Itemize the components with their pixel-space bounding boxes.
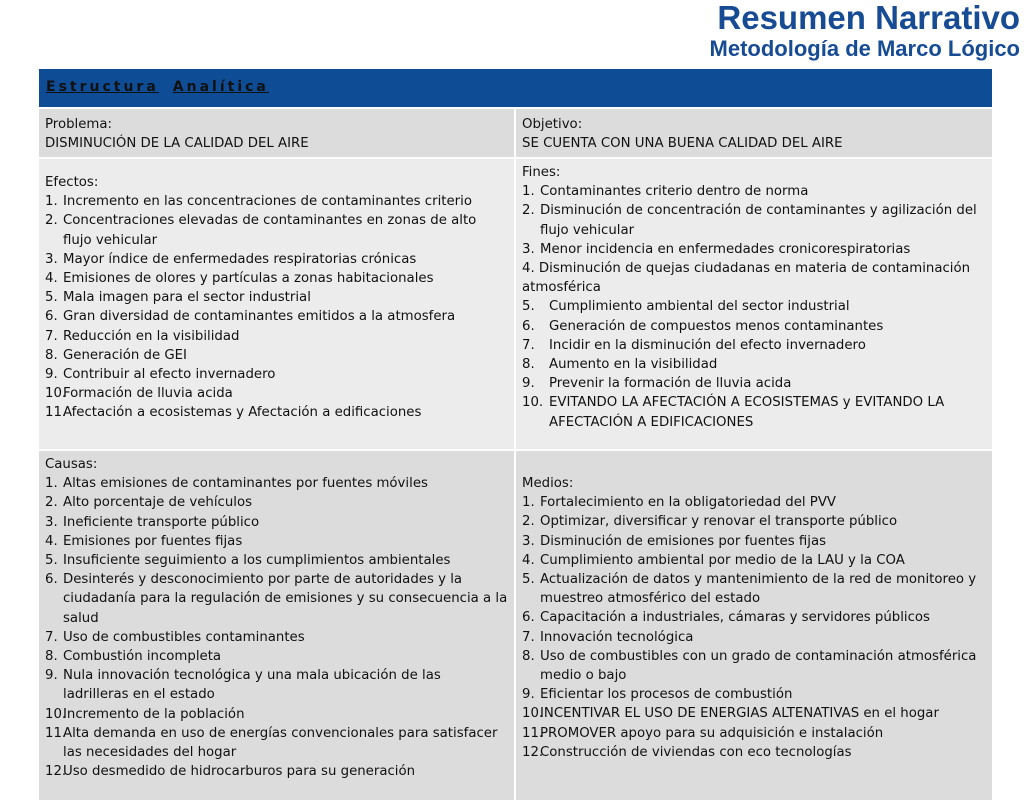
means-item	[522, 704, 986, 723]
list-item-text: Menor incidencia en enfermedades cronicorespiratorias	[540, 241, 911, 257]
problem-cell	[38, 108, 515, 158]
problem-value: DISMINUCIÓN DE LA CALIDAD DEL AIRE	[45, 136, 309, 152]
list-item-text: Disminución de concentración de contaminantes y agilización del flujo vehicular	[540, 203, 977, 238]
list-number: 4.	[45, 533, 58, 549]
list-item-text: Contaminantes criterio dentro de norma	[540, 184, 809, 200]
cause-item	[45, 705, 508, 724]
table-banner	[38, 68, 993, 108]
means-cell	[515, 450, 993, 801]
list-item-text: Incremento en las concentraciones de contaminantes criterio	[63, 194, 472, 210]
list-item-text: Capacitación a industriales, cámaras y servidores públicos	[540, 610, 930, 626]
means-item	[522, 493, 986, 512]
list-number: 9.	[45, 367, 58, 383]
list-item-text: Ineficiente transporte público	[63, 514, 260, 530]
ends-heading: Fines:	[522, 165, 561, 180]
means-item	[522, 724, 986, 743]
banner-word-1: Estructura	[46, 79, 159, 95]
effect-item	[45, 250, 508, 269]
means-item	[522, 628, 986, 647]
list-number: 5.	[45, 553, 58, 569]
analysis-table	[37, 67, 994, 802]
causes-list	[45, 474, 508, 781]
effect-item	[45, 384, 508, 403]
ends-label: Fines	[522, 165, 556, 180]
list-number: 11.	[522, 725, 544, 741]
means-item	[522, 685, 986, 704]
end-item	[522, 374, 986, 393]
list-number: 6.	[522, 610, 535, 626]
effect-item	[45, 346, 508, 365]
list-item-text: Concentraciones elevadas de contaminantes en zonas de alto flujo vehicular	[63, 213, 477, 248]
list-item-text: EVITANDO LA AFECTACIÓN A ECOSISTEMAS y EVITANDO LA AFECTACIÓN A EDIFICACIONES	[549, 395, 945, 430]
slide-subtitle: Metodología de Marco Lógico	[709, 36, 1020, 61]
cause-item	[45, 513, 508, 532]
banner-heading	[46, 78, 985, 97]
list-item-text: Disminución de emisiones por fuentes fijas	[540, 533, 827, 549]
end-item	[522, 240, 986, 259]
list-item-text: Aumento en la visibilidad	[549, 357, 718, 373]
list-item-text: Contribuir al efecto invernadero	[63, 367, 276, 383]
list-number: 7.	[522, 337, 535, 353]
list-item-text: Altas emisiones de contaminantes por fuentes móviles	[63, 476, 428, 492]
list-item-text: Mala imagen para el sector industrial	[63, 290, 311, 306]
list-item-text: Uso de combustibles con un grado de contaminación atmosférica medio o bajo	[540, 648, 977, 684]
title-block	[710, 0, 1020, 62]
effects-label: Efectos	[45, 175, 94, 190]
list-number: 1.	[45, 476, 58, 492]
list-item-text: Gran diversidad de contaminantes emitidos a la atmosfera	[63, 309, 456, 325]
end-item	[522, 182, 986, 201]
list-item-text: Generación de compuestos menos contaminantes	[549, 318, 884, 334]
problem-row	[38, 108, 993, 158]
list-number: 6.	[45, 572, 58, 588]
list-number: 8.	[45, 649, 58, 665]
list-number: 7.	[45, 328, 58, 344]
list-item-text: Desinterés y desconocimiento por parte de autoridades y la ciudadanía para la regulación de emisiones y su consecuencia a la salud	[63, 572, 508, 626]
list-number: 4.	[522, 552, 535, 568]
cause-item	[45, 628, 508, 647]
objective-heading: Objetivo:	[522, 117, 583, 132]
list-number: 8.	[522, 648, 535, 664]
list-item-text: Emisiones de olores y partículas a zonas habitacionales	[63, 271, 434, 287]
list-number: 11.	[45, 405, 67, 421]
list-item-text: Reducción en la visibilidad	[63, 328, 240, 344]
means-item	[522, 570, 986, 608]
list-number: 1.	[45, 194, 58, 210]
cause-item	[45, 551, 508, 570]
effect-item	[45, 307, 508, 326]
problem-heading: Problema:	[45, 117, 112, 132]
effect-item	[45, 269, 508, 288]
list-number: 1.	[522, 184, 535, 200]
list-number: 6.	[522, 318, 535, 334]
table-banner-row	[38, 68, 993, 108]
list-number: 12.	[45, 764, 67, 780]
list-item-text: Alto porcentaje de vehículos	[63, 495, 253, 511]
list-number: 6.	[45, 309, 58, 325]
list-item-text: PROMOVER apoyo para su adquisición e instalación	[540, 725, 884, 741]
means-list	[522, 493, 986, 762]
list-item-text: Innovación tecnológica	[540, 629, 694, 645]
causes-cell	[38, 450, 515, 801]
end-item	[522, 317, 986, 336]
ends-list-a	[522, 182, 986, 259]
problem-label: Problema	[45, 117, 108, 132]
list-item-text: Incremento de la población	[63, 706, 245, 722]
list-item-text: Cumplimiento ambiental por medio de la LAU y la COA	[540, 552, 905, 568]
effect-item	[45, 403, 508, 422]
effects-heading: Efectos:	[45, 175, 99, 190]
objective-value: SE CUENTA CON UNA BUENA CALIDAD DEL AIRE	[522, 136, 843, 152]
list-item-text: Afectación a ecosistemas y Afectación a edificaciones	[63, 405, 422, 421]
list-item-text: Alta demanda en uso de energías convencionales para satisfacer las necesidades del hogar	[63, 725, 498, 761]
list-number: 8.	[522, 357, 535, 373]
causes-heading: Causas:	[45, 457, 98, 472]
cause-item	[45, 647, 508, 666]
list-item-text: Incidir en la disminución del efecto invernadero	[549, 337, 866, 353]
list-number: 3.	[522, 241, 535, 257]
list-number: 12.	[522, 744, 544, 760]
list-number: 3.	[45, 251, 58, 267]
means-item	[522, 532, 986, 551]
list-item-text: Actualización de datos y mantenimiento de la red de monitoreo y muestreo atmosférico del estado	[540, 572, 977, 607]
means-item	[522, 608, 986, 627]
cause-item	[45, 532, 508, 551]
list-number: 9.	[522, 687, 535, 703]
list-number: 10.	[45, 386, 67, 402]
list-number: 5.	[522, 572, 535, 588]
end-item	[522, 336, 986, 355]
list-number: 5.	[522, 299, 535, 315]
list-item-text: Emisiones por fuentes fijas	[63, 533, 243, 549]
list-item-text: Eficientar los procesos de combustión	[540, 687, 793, 703]
list-number: 2.	[522, 514, 535, 530]
list-item-text: Mayor índice de enfermedades respiratorias crónicas	[63, 251, 417, 267]
causes-row	[38, 450, 993, 801]
list-item-text: INCENTIVAR EL USO DE ENERGIAS ALTENATIVAS en el hogar	[540, 706, 939, 722]
cause-item	[45, 474, 508, 493]
list-number: 4.	[45, 271, 58, 287]
means-item	[522, 647, 986, 685]
list-number: 11.	[45, 725, 67, 741]
list-number: 9.	[45, 668, 58, 684]
cause-item	[45, 493, 508, 512]
list-item-text: Combustión incompleta	[63, 649, 222, 665]
list-number: 9.	[522, 376, 535, 392]
list-item-text: Uso de combustibles contaminantes	[63, 629, 305, 645]
causes-label: Causas	[45, 457, 93, 472]
list-number: 10.	[522, 706, 544, 722]
ends-list-b	[522, 297, 986, 431]
list-number: 2.	[45, 213, 58, 229]
effect-item	[45, 327, 508, 346]
effect-item	[45, 211, 508, 249]
list-number: 8.	[45, 347, 58, 363]
list-number: 10.	[522, 395, 544, 411]
objective-cell	[515, 108, 993, 158]
means-item	[522, 743, 986, 762]
effects-cell	[38, 158, 515, 450]
means-item	[522, 512, 986, 531]
list-number: 3.	[45, 514, 58, 530]
list-item-text: Uso desmedido de hidrocarburos para su generación	[63, 764, 416, 780]
list-number: 7.	[522, 629, 535, 645]
list-item-text: Formación de lluvia acida	[63, 386, 233, 402]
list-number: 7.	[45, 629, 58, 645]
effect-item	[45, 365, 508, 384]
ends-item-4: 4. Disminución de quejas ciudadanas en materia de contaminación atmosférica	[522, 261, 971, 296]
end-item	[522, 393, 986, 431]
effect-item	[45, 288, 508, 307]
means-label: Medios	[522, 476, 569, 491]
end-item	[522, 201, 986, 239]
list-item-text: Generación de GEI	[63, 347, 187, 363]
list-number: 2.	[522, 203, 535, 219]
list-item-text: Nula innovación tecnológica y una mala ubicación de las ladrilleras en el estado	[63, 668, 441, 703]
list-item-text: Insuficiente seguimiento a los cumplimientos ambientales	[63, 553, 451, 569]
list-number: 10.	[45, 706, 67, 722]
list-number: 1.	[522, 495, 535, 511]
effects-list	[45, 192, 508, 422]
cause-item	[45, 724, 508, 762]
list-item-text: Construcción de viviendas con eco tecnologías	[540, 744, 852, 760]
objective-label: Objetivo	[522, 117, 578, 132]
list-number: 3.	[522, 533, 535, 549]
effects-row	[38, 158, 993, 450]
banner-word-2: Analítica	[172, 79, 269, 95]
means-item	[522, 551, 986, 570]
list-number: 2.	[45, 495, 58, 511]
list-item-text: Fortalecimiento en la obligatoriedad del PVV	[540, 495, 837, 511]
list-item-text: Optimizar, diversificar y renovar el transporte público	[540, 514, 898, 530]
list-item-text: Prevenir la formación de lluvia acida	[549, 376, 792, 392]
list-number: 5.	[45, 290, 58, 306]
cause-item	[45, 762, 508, 781]
slide-title: Resumen Narrativo	[717, 0, 1020, 36]
list-item-text: Cumplimiento ambiental del sector industrial	[549, 299, 850, 315]
cause-item	[45, 570, 508, 628]
end-item	[522, 355, 986, 374]
end-item	[522, 297, 986, 316]
ends-cell	[515, 158, 993, 450]
means-heading: Medios:	[522, 476, 574, 491]
effect-item	[45, 192, 508, 211]
cause-item	[45, 666, 508, 704]
